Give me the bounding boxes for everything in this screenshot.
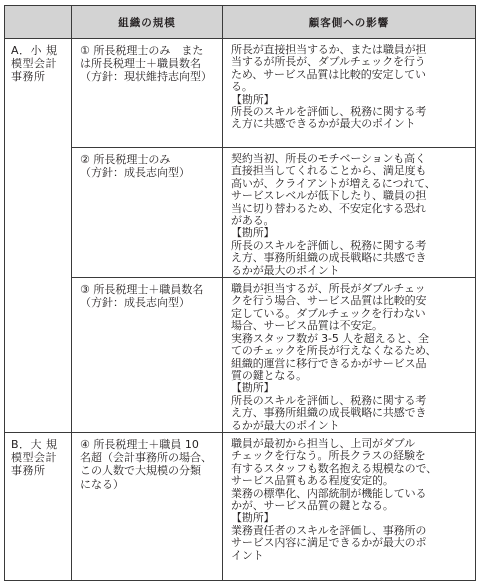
org-line: ④ 所長税理士＋職員 10 (80, 437, 199, 451)
header-org-scale: 組織の規模 (72, 6, 223, 39)
org-cell (72, 278, 223, 433)
impact-line: 業務の標準化、内部統制が機能している (231, 487, 427, 500)
category-line: A．小 規 (11, 44, 58, 57)
impact-cell (223, 432, 476, 580)
impact-line: 実務スタッフ数が 3-5 人を超えると、全 (231, 332, 429, 345)
org-line: ② 所長税理士のみ (80, 153, 171, 166)
table-row (5, 39, 476, 148)
impact-line: え方に共感できるかが最大のポイント (231, 118, 416, 131)
category-line: 事務所 (11, 70, 46, 83)
org-line: ① 所長税理士のみ また (80, 44, 204, 57)
impact-line: サービスレベルが低下したり、職員の担 (231, 190, 427, 203)
impact-line: 職員が最初から担当し、上司がダブル (231, 437, 416, 450)
org-line: になる） (80, 477, 124, 491)
impact-line: クを行う場合、サービス品質は比較的安 (231, 295, 427, 308)
category-line: 模型会計 (11, 450, 57, 464)
impact-cell (223, 39, 476, 148)
impact-line: 直接担当してくれることから、満足度も (231, 165, 427, 178)
impact-line: イント (231, 549, 264, 562)
impact-line: 所長のスキルを評価し、税務に関する考 (231, 106, 427, 119)
impact-line: チェックを行なう。所長クラスの経験を (231, 450, 426, 463)
impact-cell (223, 148, 476, 278)
impact-line: え方、事務所組織の成長戦略に共感でき (231, 252, 427, 265)
impact-line: 場合、サービス品質は不安定。 (231, 320, 383, 333)
category-line: B．大 規 (11, 437, 58, 451)
impact-line: 所長のスキルを評価し、税務に関する考 (231, 394, 427, 407)
category-line: 模型会計 (11, 57, 57, 70)
org-line: この人数で大規模の分類 (80, 464, 201, 478)
org-line: は所長税理士＋職員数名 (80, 57, 201, 71)
category-cell-small (5, 39, 72, 433)
category-line: 事務所 (11, 463, 46, 477)
impact-line: 高いが、クライアントが増えるにつれて、 (231, 177, 436, 190)
org-cell (72, 148, 223, 278)
table-row (5, 148, 476, 278)
org-cell (72, 432, 223, 580)
impact-line: てのチェックを所長が行えなくなるため、 (231, 345, 437, 358)
header-row (5, 6, 476, 39)
impact-line: るかが最大のポイント (231, 264, 340, 277)
impact-line: 所長が直接担当するか、または職員が担 (231, 44, 427, 56)
impact-line: サービス内容に満足できるかが最大のポ (231, 537, 427, 550)
impact-line: 【勘所】 (231, 512, 275, 525)
impact-line: 契約当初、所長のモチベーションも高く (231, 153, 426, 165)
impact-line: る。 (231, 81, 253, 94)
impact-line: 有するスタッフも数名抱える規模なので、 (231, 462, 437, 475)
org-line: （方針：成長志向型） (80, 166, 190, 180)
impact-line: がある。 (231, 215, 275, 228)
impact-cell (223, 278, 476, 433)
impact-line: 職員が担当するが、所長がダブルチェッ (231, 283, 426, 296)
impact-line: 【勘所】 (231, 227, 275, 240)
impact-line: 業務責任者のスキルを評価し、事務所の (231, 524, 427, 537)
org-line: （方針：成長志向型） (80, 296, 190, 310)
impact-line: サービス品質もある程度安定的。 (231, 475, 394, 488)
impact-line: 定している。ダブルチェックを行わない (231, 307, 426, 320)
impact-line: 【勘所】 (231, 93, 275, 106)
impact-line: るかが最大のポイント (231, 419, 340, 432)
impact-line: 組織的運営に移行できるかがサービス品 (231, 357, 427, 370)
impact-line: 当に切り替わるため、不安定化する恐れ (231, 202, 426, 215)
header-category (5, 6, 72, 39)
scale-impact-table (4, 5, 476, 581)
org-line: （方針：現状維持志向型） (80, 70, 212, 84)
impact-line: 当するが所長が、ダブルチェックを行う (231, 56, 426, 69)
header-customer-impact: 顧客側への影響 (223, 6, 476, 39)
impact-line: かが、サービス品質の鍵となる。 (231, 499, 394, 512)
table-row (5, 432, 476, 580)
org-cell (72, 39, 223, 148)
impact-line: ため、サービス品質は比較的安定してい (231, 68, 426, 81)
impact-line: 質の鍵となる。 (231, 369, 307, 382)
category-cell-large (5, 432, 72, 580)
impact-line: 所長のスキルを評価し、税務に関する考 (231, 239, 427, 252)
org-line: ③ 所長税理士＋職員数名 (80, 283, 204, 297)
impact-line: え方、事務所組織の成長戦略に共感でき (231, 407, 427, 420)
table-row (5, 278, 476, 433)
org-line: 名超（会計事務所の場合、 (80, 451, 212, 465)
impact-line: 【勘所】 (231, 382, 275, 395)
